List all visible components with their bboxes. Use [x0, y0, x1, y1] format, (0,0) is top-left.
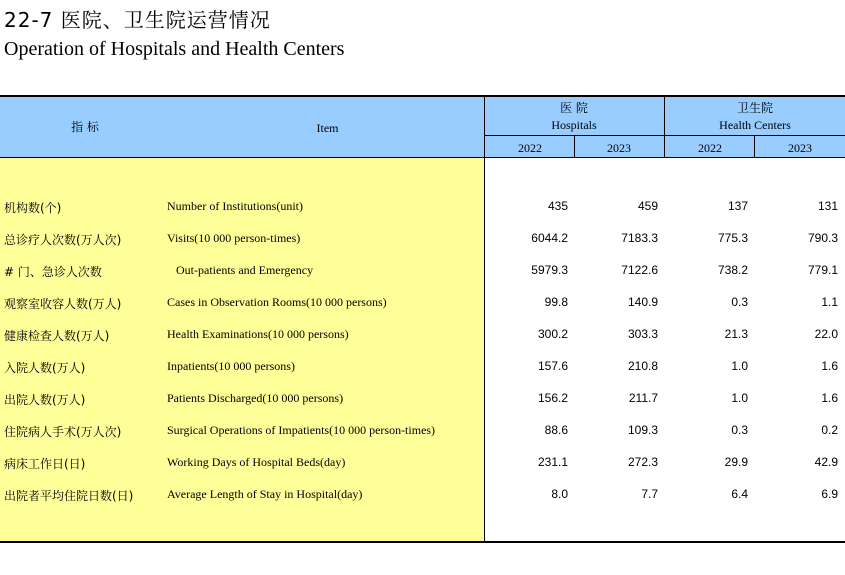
cell-hospitals-2023: 140.9	[627, 295, 658, 309]
cell-health-centers-2023: 22.0	[814, 327, 838, 341]
cell-health-centers-2022: 6.4	[731, 487, 748, 501]
cell-hospitals-2023: 7122.6	[621, 263, 658, 277]
table-row	[0, 287, 845, 319]
row-label-cn: 观察室收容人数(万人)	[4, 297, 122, 311]
cell-hospitals-2023: 7.7	[641, 487, 658, 501]
row-label-cn: 机构数(个)	[4, 201, 62, 215]
header-divider	[664, 97, 665, 158]
cell-hospitals-2022: 5979.3	[531, 263, 568, 277]
table-row	[0, 447, 845, 479]
row-label-en: Patients Discharged(10 000 persons)	[167, 391, 344, 405]
header-year-hc-2023: 2023	[788, 141, 812, 155]
table-row	[0, 351, 845, 383]
row-label-cn: 住院病人手术(万人次)	[4, 425, 122, 439]
table-header	[0, 97, 845, 158]
cell-health-centers-2023: 131	[817, 199, 838, 213]
cell-hospitals-2022: 8.0	[551, 487, 568, 501]
header-divider	[484, 97, 485, 158]
cell-health-centers-2022: 29.9	[724, 455, 748, 469]
cell-health-centers-2022: 738.2	[717, 263, 748, 277]
row-label-en: Visits(10 000 person-times)	[167, 231, 301, 245]
header-hospitals-cn: 医 院	[560, 101, 588, 115]
row-label-en: Number of Institutions(unit)	[167, 199, 303, 213]
cell-health-centers-2022: 775.3	[717, 231, 748, 245]
cell-hospitals-2022: 300.2	[537, 327, 568, 341]
cell-hospitals-2023: 7183.3	[621, 231, 658, 245]
cell-health-centers-2023: 0.2	[821, 423, 838, 437]
table-row	[0, 255, 845, 287]
header-divider	[485, 135, 845, 136]
cell-health-centers-2023: 42.9	[814, 455, 838, 469]
cell-hospitals-2022: 435	[547, 199, 568, 213]
row-label-en: Cases in Observation Rooms(10 000 persons)	[167, 295, 387, 309]
cell-hospitals-2023: 210.8	[627, 359, 658, 373]
cell-hospitals-2023: 459	[637, 199, 658, 213]
table-row	[0, 415, 845, 447]
cell-health-centers-2022: 21.3	[724, 327, 748, 341]
cell-health-centers-2022: 0.3	[731, 295, 748, 309]
header-year-hosp-2023: 2023	[607, 141, 631, 155]
bottom-rule	[0, 541, 845, 543]
cell-hospitals-2022: 88.6	[544, 423, 568, 437]
table-row	[0, 383, 845, 415]
header-indicator-cn: 指 标	[71, 120, 99, 134]
header-health-centers-cn: 卫生院	[736, 101, 773, 115]
header-hospitals-en: Hospitals	[551, 118, 597, 132]
header-divider	[754, 135, 755, 158]
cell-hospitals-2022: 156.2	[537, 391, 568, 405]
row-label-cn: # 门、急诊人次数	[4, 265, 102, 279]
cell-health-centers-2023: 790.3	[807, 231, 838, 245]
cell-health-centers-2023: 779.1	[807, 263, 838, 277]
cell-hospitals-2022: 6044.2	[531, 231, 568, 245]
row-label-en: Average Length of Stay in Hospital(day)	[167, 487, 363, 501]
row-label-cn: 总诊疗人次数(万人次)	[4, 233, 122, 247]
header-divider	[574, 135, 575, 158]
cell-hospitals-2023: 272.3	[627, 455, 658, 469]
table-title-en: Operation of Hospitals and Health Centers	[4, 38, 345, 60]
cell-health-centers-2023: 1.6	[821, 359, 838, 373]
cell-health-centers-2022: 0.3	[731, 423, 748, 437]
cell-health-centers-2023: 6.9	[821, 487, 838, 501]
table-title-cn: 22-7 医院、卫生院运营情况	[4, 8, 271, 32]
table-row	[0, 223, 845, 255]
cell-hospitals-2022: 157.6	[537, 359, 568, 373]
cell-health-centers-2023: 1.6	[821, 391, 838, 405]
cell-health-centers-2022: 1.0	[731, 359, 748, 373]
cell-health-centers-2022: 137	[727, 199, 748, 213]
header-item-en: Item	[316, 121, 339, 135]
row-label-en: Health Examinations(10 000 persons)	[167, 327, 349, 341]
row-label-cn: 入院人数(万人)	[4, 361, 86, 375]
cell-hospitals-2023: 303.3	[627, 327, 658, 341]
table-row	[0, 479, 845, 511]
cell-hospitals-2022: 99.8	[544, 295, 568, 309]
row-label-en: Surgical Operations of Impatients(10 000 person-times)	[167, 423, 436, 437]
row-label-cn: 病床工作日(日)	[4, 457, 86, 471]
table-row	[0, 319, 845, 351]
header-health-centers-en: Health Centers	[719, 118, 791, 132]
cell-hospitals-2023: 109.3	[627, 423, 658, 437]
cell-hospitals-2023: 211.7	[628, 391, 658, 405]
row-label-en: Out-patients and Emergency	[176, 263, 314, 277]
row-label-cn: 健康检查人数(万人)	[4, 329, 110, 343]
header-year-hc-2022: 2022	[698, 141, 722, 155]
row-label-en: Inpatients(10 000 persons)	[167, 359, 295, 373]
header-year-hosp-2022: 2022	[518, 141, 542, 155]
cell-health-centers-2022: 1.0	[731, 391, 748, 405]
row-label-cn: 出院者平均住院日数(日)	[4, 489, 134, 503]
cell-health-centers-2023: 1.1	[821, 295, 838, 309]
row-label-cn: 出院人数(万人)	[4, 393, 86, 407]
table-row	[0, 191, 845, 223]
row-label-en: Working Days of Hospital Beds(day)	[167, 455, 346, 469]
cell-hospitals-2022: 231.1	[537, 455, 568, 469]
